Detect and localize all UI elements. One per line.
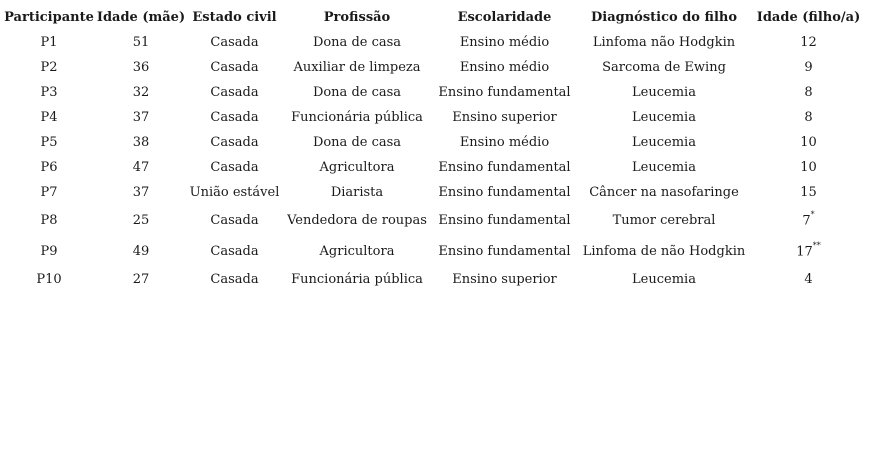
table-row	[3, 80, 866, 105]
cell-estado-civil: Casada	[210, 272, 259, 287]
cell-idade-filho: 8	[804, 110, 813, 125]
cell-participante: P5	[40, 135, 58, 150]
cell-escolaridade: Ensino médio	[459, 35, 550, 50]
cell-diagnostico: Leucemia	[632, 160, 696, 175]
header-idade-filho: Idade (filho/a)	[756, 10, 861, 25]
cell-profissao: Dona de casa	[312, 135, 402, 150]
cell-estado-civil: Casada	[210, 110, 259, 125]
cell-idade-filho: 15	[800, 185, 817, 200]
header-idade-mae: Idade (mãe)	[96, 10, 186, 25]
header-profissao: Profissão	[323, 10, 391, 25]
cell-idade-mae: 32	[132, 85, 150, 100]
header-diagnostico: Diagnóstico do filho	[590, 10, 738, 25]
cell-estado-civil: Casada	[210, 213, 259, 228]
cell-diagnostico: Leucemia	[632, 110, 696, 125]
cell-idade-filho: 10	[800, 135, 817, 150]
cell-participante: P6	[40, 160, 58, 175]
cell-diagnostico: Linfoma não Hodgkin	[592, 35, 736, 50]
cell-idade-filho	[751, 205, 866, 236]
table-row	[3, 55, 866, 80]
cell-estado-civil: Casada	[210, 35, 259, 50]
cell-estado-civil: União estável	[189, 185, 280, 200]
age-value: 7	[802, 213, 811, 229]
cell-escolaridade: Ensino fundamental	[438, 85, 571, 100]
cell-idade-mae: 47	[132, 160, 150, 175]
participants-table	[3, 5, 866, 292]
cell-idade-filho: 9	[804, 60, 813, 75]
cell-escolaridade: Ensino superior	[452, 272, 557, 287]
cell-participante: P9	[40, 244, 58, 259]
header-row	[3, 5, 866, 30]
cell-participante: P2	[40, 60, 58, 75]
footnote-marker: **	[812, 241, 821, 251]
cell-profissao: Dona de casa	[312, 85, 402, 100]
table-row	[3, 30, 866, 55]
cell-profissao: Funcionária pública	[291, 110, 423, 125]
cell-diagnostico: Leucemia	[632, 272, 696, 287]
cell-profissao: Diarista	[330, 185, 384, 200]
cell-estado-civil: Casada	[210, 244, 259, 259]
cell-diagnostico: Leucemia	[632, 135, 696, 150]
cell-participante: P3	[40, 85, 58, 100]
age-value: 17	[796, 244, 813, 260]
table-body	[3, 30, 866, 292]
cell-participante: P1	[40, 35, 58, 50]
cell-diagnostico: Leucemia	[632, 85, 696, 100]
header-estado-civil: Estado civil	[192, 10, 277, 25]
cell-escolaridade: Ensino fundamental	[438, 160, 571, 175]
cell-profissao: Agricultora	[319, 244, 395, 259]
header-escolaridade: Escolaridade	[457, 10, 552, 25]
cell-escolaridade: Ensino superior	[452, 110, 557, 125]
cell-idade-filho: 4	[804, 272, 813, 287]
cell-idade-mae: 37	[132, 185, 150, 200]
cell-escolaridade: Ensino fundamental	[438, 213, 571, 228]
cell-profissao: Agricultora	[319, 160, 395, 175]
cell-idade-mae: 37	[132, 110, 150, 125]
cell-idade-filho: 8	[804, 85, 813, 100]
footnote-marker: *	[810, 210, 815, 220]
cell-escolaridade: Ensino médio	[459, 60, 550, 75]
cell-profissao: Funcionária pública	[291, 272, 423, 287]
cell-escolaridade: Ensino fundamental	[438, 185, 571, 200]
cell-idade-filho: 12	[800, 35, 817, 50]
cell-idade-mae: 27	[132, 272, 150, 287]
cell-idade-filho	[751, 236, 866, 267]
cell-profissao: Auxiliar de limpeza	[293, 60, 421, 75]
cell-estado-civil: Casada	[210, 60, 259, 75]
table-row	[3, 105, 866, 130]
cell-escolaridade: Ensino fundamental	[438, 244, 571, 259]
cell-escolaridade: Ensino médio	[459, 135, 550, 150]
table-row	[3, 205, 866, 236]
table-row	[3, 130, 866, 155]
cell-idade-filho: 10	[800, 160, 817, 175]
cell-idade-mae: 25	[132, 213, 150, 228]
cell-profissao: Dona de casa	[312, 35, 402, 50]
cell-participante: P7	[40, 185, 58, 200]
cell-diagnostico: Câncer na nasofaringe	[589, 185, 739, 200]
cell-diagnostico: Linfoma de não Hodgkin	[582, 244, 746, 259]
cell-estado-civil: Casada	[210, 135, 259, 150]
cell-estado-civil: Casada	[210, 85, 259, 100]
cell-participante: P4	[40, 110, 58, 125]
cell-diagnostico: Tumor cerebral	[612, 213, 716, 228]
table-row	[3, 236, 866, 267]
cell-idade-mae: 36	[132, 60, 150, 75]
table-row	[3, 155, 866, 180]
cell-idade-mae: 38	[132, 135, 150, 150]
header-participante: Participante	[4, 10, 94, 25]
cell-estado-civil: Casada	[210, 160, 259, 175]
cell-participante: P8	[40, 213, 58, 228]
cell-diagnostico: Sarcoma de Ewing	[602, 60, 726, 75]
cell-participante: P10	[36, 272, 62, 287]
cell-idade-mae: 49	[132, 244, 150, 259]
table-row	[3, 267, 866, 292]
cell-idade-mae: 51	[132, 35, 150, 50]
table-row	[3, 180, 866, 205]
cell-profissao: Vendedora de roupas	[287, 213, 427, 228]
table-header	[3, 5, 866, 30]
